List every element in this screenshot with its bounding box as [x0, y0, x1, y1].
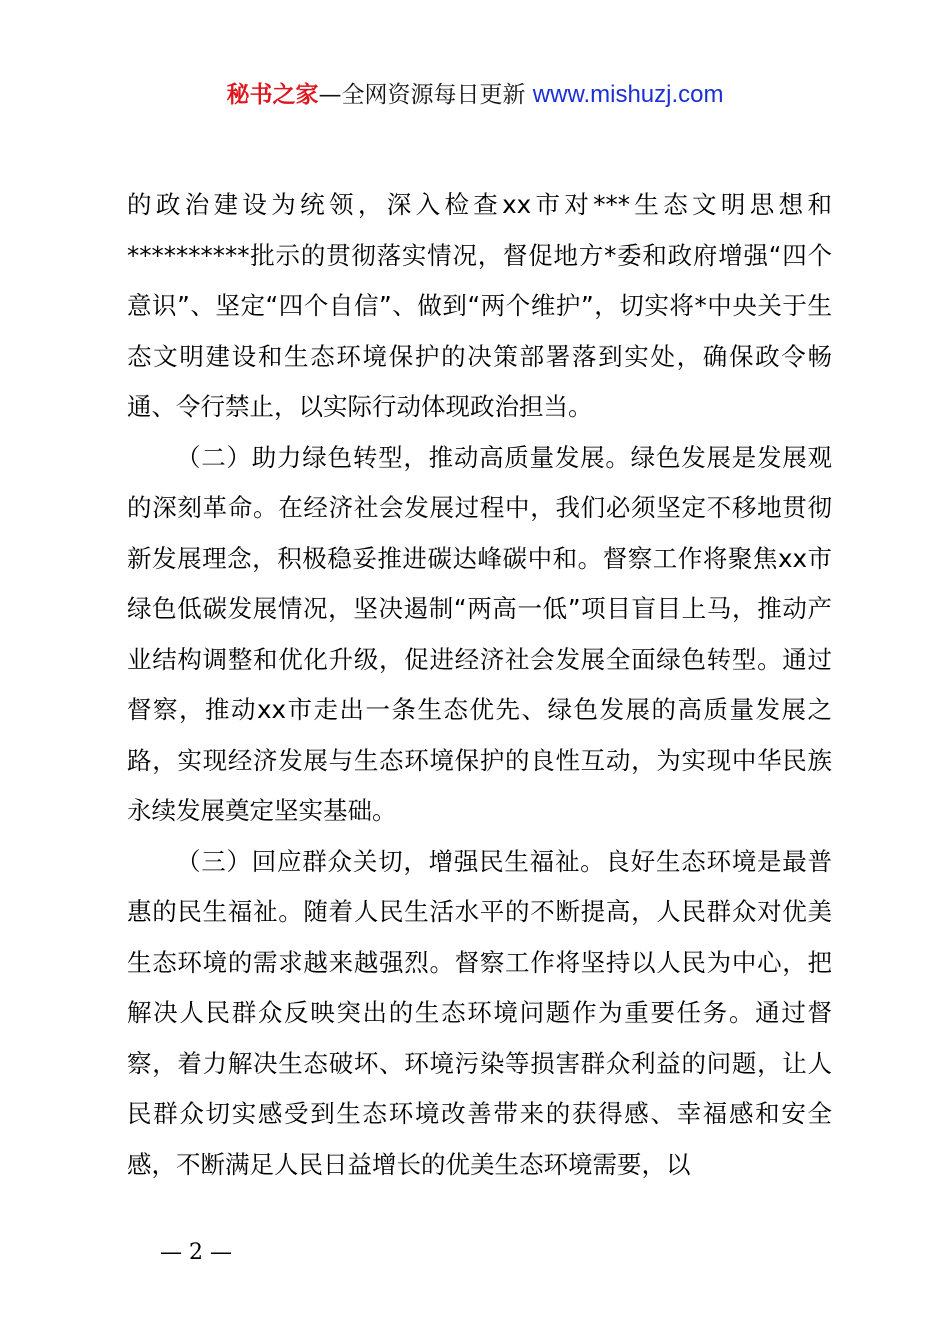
- document-body: [127, 180, 832, 1190]
- page-header: [0, 78, 950, 112]
- header-tagline: —全网资源每日更新: [318, 82, 526, 108]
- paragraph-continuation: 的政治建设为统领，深入检查xx市对***生态文明思想和**********批示的贯彻落实情况，督促地方*委和政府增强“四个意识”、坚定“四个自信”、做到“两个维护”，切实将*中央关于生态文明建设和生态环境保护的决策部署落到实处，确保政令畅通、令行禁止，以实际行动体现政治担当。: [127, 190, 832, 421]
- website-link[interactable]: www.mishuzj.com: [532, 81, 724, 108]
- page-number: — 2 —: [160, 1240, 232, 1265]
- paragraph-green-transition: （二）助力绿色转型，推动高质量发展。绿色发展是发展观的深刻革命。在经济社会发展过程中，我们必须坚定不移地贯彻新发展理念，积极稳妥推进碳达峰碳中和。督察工作将聚焦xx市绿色低碳发展情况，坚决遏制“两高一低”项目盲目上马，推动产业结构调整和优化升级，促进经济社会发展全面绿色转型。通过督察，推动xx市走出一条生态优先、绿色发展的高质量发展之路，实现经济发展与生态环境保护的良性互动，为实现中华民族永续发展奠定坚实基础。: [127, 442, 832, 825]
- paragraph-public-welfare: （三）回应群众关切，增强民生福祉。良好生态环境是最普惠的民生福祉。随着人民生活水平的不断提高，人民群众对优美生态环境的需求越来越强烈。督察工作将坚持以人民为中心，把解决人民群众反映突出的生态环境问题作为重要任务。通过督察，着力解决生态破坏、环境污染等损害群众利益的问题，让人民群众切实感受到生态环境改善带来的获得感、幸福感和安全感，不断满足人民日益增长的优美生态环境需要，以: [127, 846, 832, 1179]
- brand-name: 秘书之家: [226, 82, 319, 108]
